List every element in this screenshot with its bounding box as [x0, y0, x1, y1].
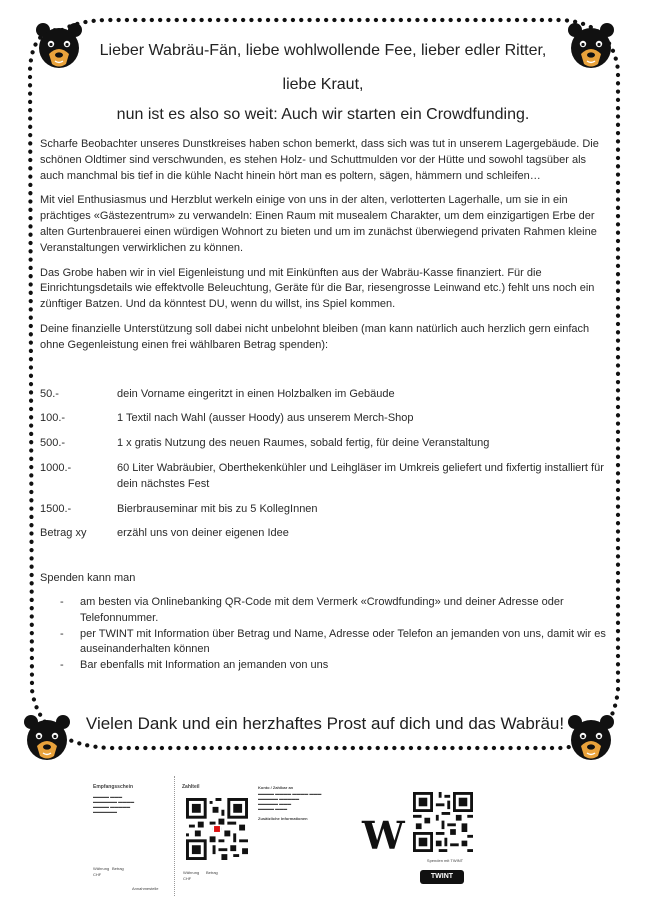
thanks-message: Vielen Dank und ein herzhaftes Prost auf dich und das Wabräu!	[85, 714, 565, 733]
bear-mascot-icon	[22, 712, 72, 764]
reward-description: Bierbrauseminar mit bis zu 5 KollegInnen	[117, 502, 318, 515]
reward-row	[40, 436, 606, 452]
wabraeu-logo: W	[362, 813, 403, 858]
reward-amount: 500.-	[40, 437, 66, 450]
paragraph: Das Grobe haben wir in viel Eigenleistung und mit Einkünften aus der Wabräu-Kasse finanziert. Für die Einrichtungsdetails wie effektvolle Beleuchtung, Geräte für die Bar, riesengrosse Leinwand etc.) fehlt uns noch ein zünftiger Batzen. Und da könntest DU, wenn du willst, ins Spiel kommen.	[40, 266, 595, 311]
receipt-amount-label: Betrag	[112, 866, 124, 871]
reward-row	[40, 502, 606, 518]
paragraph: Mit viel Enthusiasmus und Herzblut werkeln einige von uns in der alten, verlotterten Lagerhalle, um sie in ein prächtiges «Gästezentrum» zu verwandeln: Einen Raum mit musealem Charakter, um dem einzigartigen Erbe der alten Gurtenbrauerei einen würdigen Wohnort zu bieten und um im zunächst überwiegend privaten Rahmen kleine Veranstaltungen verwirklichen zu können.	[40, 194, 597, 254]
reward-row	[40, 461, 606, 493]
account-label: Konto / Zahlbar an	[258, 785, 294, 790]
reward-row	[40, 387, 606, 403]
additional-info-label: Zusätzliche Informationen	[258, 816, 308, 821]
donate-title: Spenden kann man	[40, 572, 136, 585]
twint-badge: TWINT	[420, 870, 464, 884]
acceptance-label: Annahmestelle	[132, 886, 159, 891]
receipt-currency-label: Währung	[93, 866, 110, 871]
payment-title: Zahlteil	[182, 784, 200, 790]
greeting-line-2: liebe Kraut,	[282, 76, 364, 93]
greeting-line-3: nun ist es also so weit: Auch wir starten ein Crowdfunding.	[116, 106, 530, 123]
twint-qr-code-icon[interactable]	[413, 792, 473, 852]
donate-options	[40, 595, 606, 674]
greeting-line-1: Lieber Wabräu-Fän, liebe wohlwollende Fee, lieber edler Ritter,	[99, 42, 547, 59]
reward-list	[40, 387, 606, 543]
donate-option: - am besten via Onlinebanking QR-Code mit dem Vermerk «Crowdfunding» und deiner Adresse oder Telefonnummer.	[40, 595, 606, 627]
reward-description: 60 Liter Wabräubier, Oberthekenkühler und Leihgläser im Umkreis geliefert und fixfertig installiert für dein nächstes Fest	[117, 461, 604, 490]
donate-option: - per TWINT mit Information über Betrag und Name, Adresse oder Telefon an jemanden von uns, damit wir es auseinanderhalten können	[40, 627, 606, 659]
letter-body	[40, 137, 606, 674]
paragraph: Scharfe Beobachter unseres Dunstkreises haben schon bemerkt, dass sich was tut in unserem Lagergebäude. Die schönen Oldtimer sind verschwunden, es stehen Holz- und Schuttmulden vor der Hütte und sowohl tagsüber als auch manchmal bis tief in die kühle Nacht hinein hört man es poltern, sägen, hämmern und schleifen…	[40, 138, 599, 182]
reward-description: dein Vorname eingeritzt in einen Holzbalken im Gebäude	[117, 387, 395, 400]
twint-caption: Spenden mit TWINT	[426, 858, 464, 863]
receipt-details: ▬▬▬▬ ▬▬▬ ▬▬▬▬▬▬ ▬▬▬▬ ▬▬▬▬ ▬▬▬▬▬ ▬▬▬▬▬▬	[93, 794, 135, 814]
payment-amount-label: Betrag	[206, 870, 218, 875]
qr-code-icon[interactable]	[186, 798, 248, 860]
paragraph: Deine finanzielle Unterstützung soll dabei nicht unbelohnt bleiben (man kann natürlich auch herzlich gern einfach ohne Gegenleistung einen frei wählbaren Betrag spenden):	[40, 322, 590, 351]
reward-amount: 1000.-	[40, 461, 72, 474]
donate-option: - Bar ebenfalls mit Information an jemanden von uns	[40, 658, 606, 674]
reward-amount: 1500.-	[40, 502, 72, 515]
reward-description: erzähl uns von deiner eigenen Idee	[117, 527, 289, 540]
reward-row	[40, 411, 606, 427]
receipt-currency: CHF	[93, 872, 102, 877]
reward-amount: Betrag xy	[40, 527, 87, 540]
receipt-title: Empfangsschein	[93, 784, 134, 790]
reward-description: 1 Textil nach Wahl (ausser Hoody) aus unserem Merch-Shop	[117, 412, 414, 425]
bear-mascot-icon	[566, 712, 616, 764]
payment-currency: CHF	[183, 876, 192, 881]
account-details: ▬▬▬▬ ▬▬▬▬ ▬▬▬▬ ▬▬▬ ▬▬▬▬▬ ▬▬▬▬▬ ▬▬▬▬▬ ▬▬▬ ▬▬▬▬ ▬▬▬	[258, 791, 322, 811]
reward-row	[40, 526, 606, 542]
reward-amount: 100.-	[40, 412, 66, 425]
reward-amount: 50.-	[40, 387, 59, 400]
reward-description: 1 x gratis Nutzung des neuen Raumes, sobald fertig, für deine Veranstaltung	[117, 437, 490, 450]
slip-divider	[174, 776, 175, 896]
payment-currency-label: Währung	[183, 870, 200, 875]
